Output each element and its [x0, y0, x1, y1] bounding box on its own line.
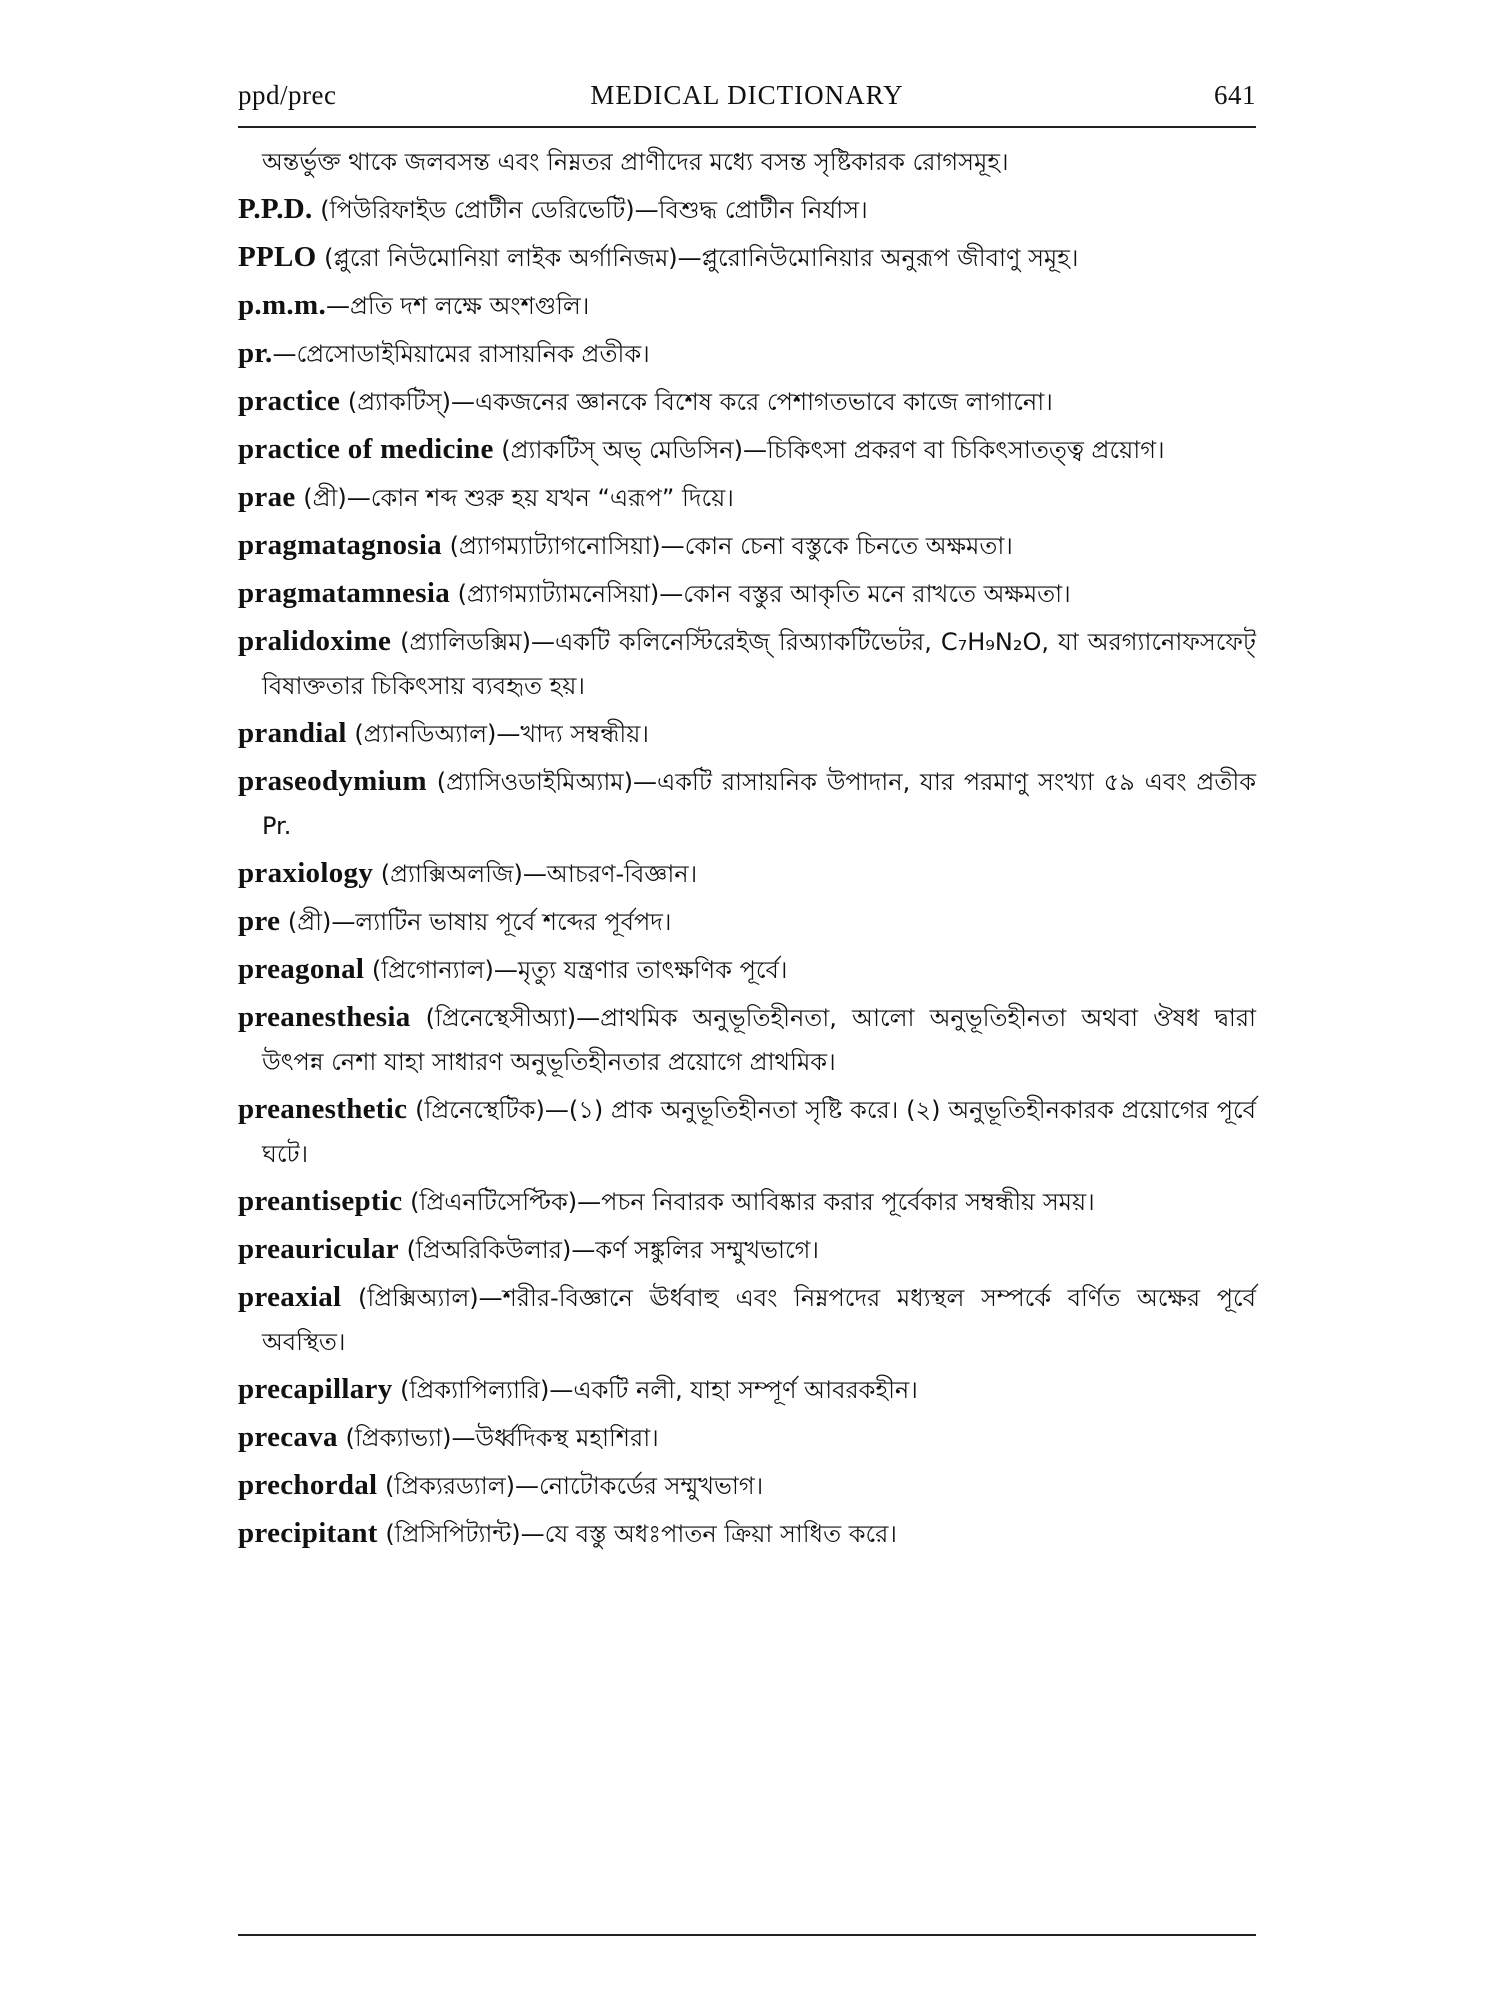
- dictionary-entry: [238, 711, 1256, 756]
- dictionary-entry: [238, 331, 1256, 376]
- entry-definition: (প্র্যাকটিস্ অভ্ মেডিসিন)—চিকিৎসা প্রকরণ বা চিকিৎসাতত্ত্ব প্রয়োগ।: [493, 436, 1165, 464]
- dictionary-entry: [238, 1367, 1256, 1412]
- entry-term: preauricular: [238, 1233, 399, 1265]
- entry-definition: (প্র্যাক্সিঅলজি)—আচরণ-বিজ্ঞান।: [373, 860, 698, 888]
- dictionary-entry: [238, 947, 1256, 992]
- entry-definition: (প্রিএনটিসেপ্টিক)—পচন নিবারক আবিষ্কার করার পূর্বেকার সম্বন্ধীয় সময়।: [402, 1188, 1095, 1216]
- entry-term: p.m.m.: [238, 289, 326, 321]
- entry-term: P.P.D.: [238, 193, 313, 225]
- dictionary-entry: [238, 759, 1256, 848]
- dictionary-entry: [238, 1087, 1256, 1176]
- entry-definition: (প্র্যাগম্যাট্যামনেসিয়া)—কোন বস্তুর আকৃতি মনে রাখতে অক্ষমতা।: [450, 580, 1071, 608]
- entry-definition: —প্রতি দশ লক্ষে অংশগুলি।: [326, 292, 590, 320]
- entry-definition: —প্রেসোডাইমিয়ামের রাসায়নিক প্রতীক।: [272, 340, 650, 368]
- entry-term: precipitant: [238, 1517, 378, 1549]
- entry-list: [238, 140, 1256, 1559]
- page-header: [238, 80, 1256, 120]
- entry-definition: (প্রী)—কোন শব্দ শুরু হয় যখন “এরূপ” দিয়ে।: [295, 484, 734, 512]
- dictionary-entry: [238, 1227, 1256, 1272]
- entry-definition: (প্র্যানডিঅ্যাল)—খাদ্য সম্বন্ধীয়।: [346, 720, 649, 748]
- entry-term: praseodymium: [238, 765, 427, 797]
- entry-term: preantiseptic: [238, 1185, 403, 1217]
- page-title: MEDICAL DICTIONARY: [590, 80, 904, 110]
- entry-term: pragmatamnesia: [238, 577, 451, 609]
- entry-definition: (প্র্যালিডক্সিম)—একটি কলিনেস্টিরেইজ্ রিঅ্যাকটিভেটর, C₇H₉N₂O, যা অরগ্যানোফসফেট্ বিষাক্ততার চিকিৎসায় ব্যবহৃত হয়।: [262, 628, 1256, 700]
- dictionary-entry: [238, 851, 1256, 896]
- entry-definition: (প্রিগোন্যাল)—মৃত্যু যন্ত্রণার তাৎক্ষণিক পূর্বে।: [364, 956, 788, 984]
- entry-term: preagonal: [238, 953, 365, 985]
- dictionary-entry: [238, 1415, 1256, 1460]
- entry-definition: (প্র্যাকটিস্)—একজনের জ্ঞানকে বিশেষ করে পেশাগতভাবে কাজে লাগানো।: [340, 388, 1053, 416]
- entry-definition: (প্রিঅরিকিউলার)—কর্ণ সঙ্কুলির সম্মুখভাগে।: [398, 1236, 819, 1264]
- header-rule: [238, 126, 1256, 128]
- continuation-definition: অন্তর্ভুক্ত থাকে জলবসন্ত এবং নিম্নতর প্রাণীদের মধ্যে বসন্ত সৃষ্টিকারক রোগসমূহ।: [262, 148, 1009, 176]
- entry-term: precapillary: [238, 1373, 393, 1405]
- dictionary-entry: [238, 475, 1256, 520]
- entry-term: practice of medicine: [238, 433, 494, 465]
- dictionary-entry: [238, 1463, 1256, 1508]
- entry-definition: (প্রিক্যরড্যাল)—নোটোকর্ডের সম্মুখভাগ।: [377, 1472, 764, 1500]
- entry-definition: (প্রিক্সিঅ্যাল)—শরীর-বিজ্ঞানে ঊর্ধবাহু এবং নিম্নপদের মধ্যস্থল সম্পর্কে বর্ণিত অক্ষের পূর্বে অবস্থিত।: [262, 1284, 1256, 1356]
- entry-term: prechordal: [238, 1469, 378, 1501]
- entry-term: pr.: [238, 337, 273, 369]
- entry-term: PPLO: [238, 241, 317, 273]
- dictionary-entry: [238, 283, 1256, 328]
- entry-term: preaxial: [238, 1281, 342, 1313]
- entry-term: praxiology: [238, 857, 374, 889]
- entry-term: practice: [238, 385, 341, 417]
- entry-definition: (প্রিক্যাভ্যা)—উর্ধ্বদিকস্থ মহাশিরা।: [337, 1424, 659, 1452]
- entry-definition: (প্রিক্যাপিল্যারি)—একটি নলী, যাহা সম্পূর্ণ আবরকহীন।: [392, 1376, 918, 1404]
- entry-term: pre: [238, 905, 281, 937]
- dictionary-entry: [238, 1275, 1256, 1364]
- entry-definition: (পিউরিফাইড প্রোটীন ডেরিভেটি)—বিশুদ্ধ প্রোটীন নির্যাস।: [312, 196, 868, 224]
- entry-definition: (প্র্যাগম্যাট্যাগনোসিয়া)—কোন চেনা বস্তুকে চিনতে অক্ষমতা।: [442, 532, 1013, 560]
- entry-definition: (প্রী)—ল্যাটিন ভাষায় পূর্বে শব্দের পূর্বপদ।: [280, 908, 672, 936]
- running-head: ppd/prec: [238, 80, 337, 110]
- dictionary-entry: [238, 427, 1256, 472]
- continuation-text: [238, 140, 1256, 184]
- entry-term: preanesthesia: [238, 1001, 411, 1033]
- entry-term: precava: [238, 1421, 338, 1453]
- dictionary-entry: [238, 899, 1256, 944]
- dictionary-entry: [238, 995, 1256, 1084]
- entry-term: pralidoxime: [238, 625, 392, 657]
- entry-definition: (প্রিসিপিট্যান্ট)—যে বস্তু অধঃপাতন ক্রিয়া সাধিত করে।: [377, 1520, 897, 1548]
- entry-term: prandial: [238, 717, 347, 749]
- entry-term: preanesthetic: [238, 1093, 408, 1125]
- dictionary-entry: [238, 187, 1256, 232]
- dictionary-entry: [238, 235, 1256, 280]
- entry-definition: (প্রিনেস্থেসীঅ্যা)—প্রাথমিক অনুভূতিহীনতা, আলো অনুভূতিহীনতা অথবা ঔষধ দ্বারা উৎপন্ন নেশা যাহা সাধারণ অনুভূতিহীনতার প্রয়োগে প্রাথমিক।: [262, 1004, 1256, 1076]
- entry-term: pragmatagnosia: [238, 529, 442, 561]
- dictionary-entry: [238, 1179, 1256, 1224]
- dictionary-entry: [238, 571, 1256, 616]
- entry-definition: (প্র্যাসিওডাইমিঅ্যাম)—একটি রাসায়নিক উপাদান, যার পরমাণু সংখ্যা ৫৯ এবং প্রতীক Pr.: [262, 768, 1256, 840]
- page-number: 641: [1214, 80, 1256, 110]
- dictionary-entry: [238, 1511, 1256, 1556]
- entry-term: prae: [238, 481, 296, 513]
- entry-definition: (প্লুরো নিউমোনিয়া লাইক অর্গানিজম)—প্লুরোনিউমোনিয়ার অনুরূপ জীবাণু সমূহ।: [316, 244, 1079, 272]
- dictionary-entry: [238, 619, 1256, 708]
- dictionary-entry: [238, 379, 1256, 424]
- footer-rule: [238, 1934, 1256, 1936]
- entry-definition: (প্রিনেস্থেটিক)—(১) প্রাক অনুভূতিহীনতা সৃষ্টি করে। (২) অনুভূতিহীনকারক প্রয়োগের পূর্বে ঘটে।: [262, 1096, 1256, 1168]
- dictionary-entry: [238, 523, 1256, 568]
